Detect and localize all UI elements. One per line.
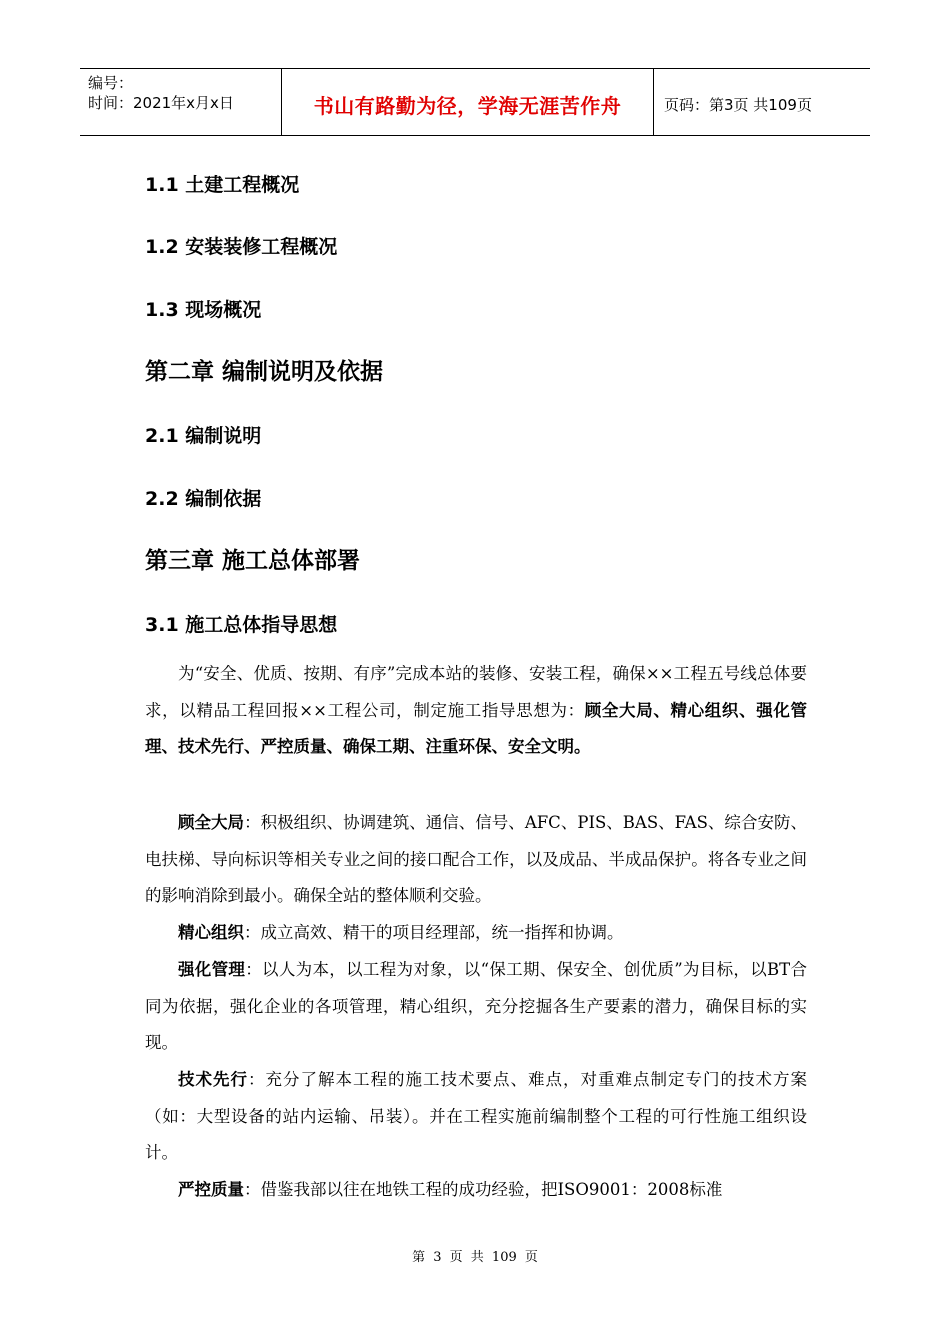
header-meta bbox=[80, 69, 282, 135]
chapter-heading-2: 第二章 编制说明及依据 bbox=[145, 359, 384, 385]
text-quality-control: ：借鉴我部以往在地铁工程的成功经验，把ISO9001：2008标准 bbox=[244, 1180, 723, 1199]
section-heading-1-1: 1.1 土建工程概况 bbox=[145, 174, 300, 196]
paragraph-careful-organization bbox=[145, 915, 807, 952]
document-number-label: 编号： bbox=[88, 74, 134, 92]
section-heading-3-1: 3.1 施工总体指导思想 bbox=[145, 614, 338, 636]
header-page-info: 页码：第3页 共109页 bbox=[664, 95, 812, 114]
intro-principles: 顾全大局、精心组织、强化管理、技术先行、严控质量、确保工期、注重环保、安全文明。 bbox=[145, 700, 807, 756]
term-quality-control: 严控质量 bbox=[178, 1180, 244, 1199]
text-strengthen-management: ：以人为本，以工程为对象，以“保工期、保安全、创优质”为目标，以BT合同为依据，强化企业的各项管理，精心组织，充分挖掘各生产要素的潜力，确保目标的实现。 bbox=[145, 960, 807, 1052]
section-heading-2-2: 2.2 编制依据 bbox=[145, 488, 262, 510]
term-overall-situation: 顾全大局 bbox=[178, 813, 245, 832]
header-motto: 书山有路勤为径，学海无涯苦作舟 bbox=[282, 69, 654, 135]
paragraph-quality-control bbox=[145, 1172, 807, 1209]
page-header bbox=[80, 68, 870, 136]
document-date-label: 时间：2021年x月x日 bbox=[88, 94, 234, 112]
text-overall-situation: ：积极组织、协调建筑、通信、信号、AFC、PIS、BAS、FAS、综合安防、电扶梯、导向标识等相关专业之间的接口配合工作，以及成品、半成品保护。将各专业之间的影响消除到最小。确保全站的整体顺利交验。 bbox=[145, 813, 807, 905]
page-footer: 第 3 页 共 109 页 bbox=[412, 1250, 538, 1265]
section-heading-1-2: 1.2 安装装修工程概况 bbox=[145, 236, 338, 258]
chapter-heading-3: 第三章 施工总体部署 bbox=[145, 548, 361, 574]
text-technology-first: ：充分了解本工程的施工技术要点、难点，对重难点制定专门的技术方案（如：大型设备的站内运输、吊装）。并在工程实施前编制整个工程的可行性施工组织设计。 bbox=[145, 1070, 807, 1162]
section-heading-2-1: 2.1 编制说明 bbox=[145, 425, 262, 447]
term-careful-organization: 精心组织 bbox=[178, 923, 244, 942]
text-careful-organization: ：成立高效、精干的项目经理部，统一指挥和协调。 bbox=[244, 923, 624, 942]
term-technology-first: 技术先行 bbox=[178, 1070, 248, 1089]
intro-paragraph bbox=[145, 656, 807, 766]
paragraph-overall-situation bbox=[145, 805, 807, 915]
term-strengthen-management: 强化管理 bbox=[178, 960, 246, 979]
section-heading-1-3: 1.3 现场概况 bbox=[145, 299, 262, 321]
paragraph-strengthen-management bbox=[145, 952, 807, 1062]
intro-text: 为“安全、优质、按期、有序”完成本站的装修、安装工程，确保××工程五号线总体要求，以精品工程回报××工程公司，制定施工指导思想为： bbox=[145, 664, 807, 720]
paragraph-technology-first bbox=[145, 1062, 807, 1172]
